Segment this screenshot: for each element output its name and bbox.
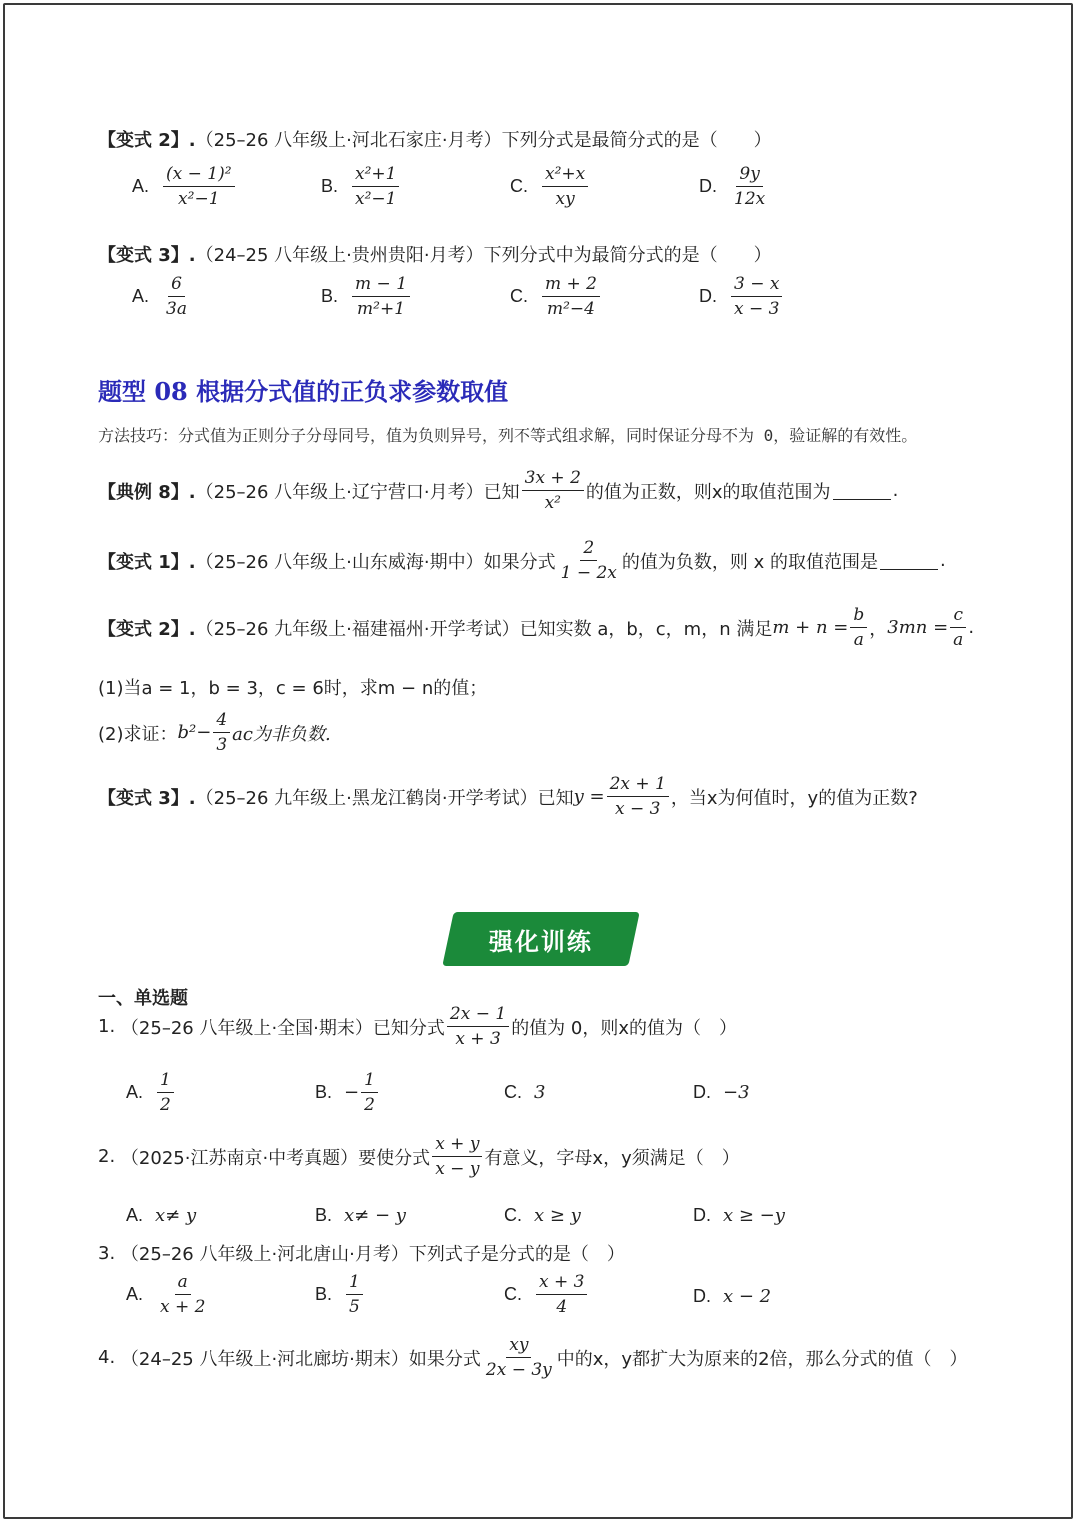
q2-option-a[interactable]: A. x≠ y bbox=[126, 1205, 197, 1226]
q1-option-c[interactable]: C. 3 bbox=[504, 1082, 546, 1103]
example8-label: 【典例 8】. bbox=[98, 481, 196, 503]
section-title: 题型 08 根据分式值的正负求参数取值 bbox=[98, 377, 509, 406]
q2-option-b[interactable]: B. x≠ − y bbox=[315, 1205, 406, 1226]
variant2-source: （25–26 八年级上·河北石家庄·月考）下列分式是最简分式的是（ ） bbox=[195, 130, 772, 151]
variant2-question bbox=[98, 126, 772, 152]
question-4: 4. （24–25 八年级上·河北廊坊·期末）如果分式 $\frac{xy}{2x - 3y}$ 中的x，y都扩大为原来的2倍，那么分式的值（ ） bbox=[98, 1335, 968, 1380]
q3-option-c[interactable]: C. $\frac{x + 3}{4}$ bbox=[504, 1272, 589, 1317]
variant3-label: 【变式 3】. bbox=[98, 245, 196, 266]
q3-option-d[interactable]: D. x − 2 bbox=[693, 1286, 772, 1307]
q1-option-b[interactable]: B. − $\frac{1}{2}$ bbox=[315, 1070, 380, 1115]
variant2-option-a: A. $\frac{\text{(x − 1)²}}{\text{x²−1}}$ bbox=[132, 164, 237, 209]
method-tip: 方法技巧：分式值为正则分子分母同号，值为负则异号，列不等式组求解，同时保证分母不为 0，验证解的有效性。 bbox=[98, 426, 918, 445]
question-1: 1. （25–26 八年级上·全国·期末）已知分式 $\frac{2x - 1}{x + 3}$ 的值为 0，则x的值为（ ） bbox=[98, 1004, 738, 1049]
q3-option-a[interactable]: A. $\frac{a}{x + 2}$ bbox=[126, 1272, 206, 1317]
training-banner: 强化训练 bbox=[442, 912, 639, 966]
variant3-option-d: D. $\frac{3 - x}{x - 3}$ bbox=[699, 274, 784, 319]
b-variant1-question: 【变式 1】. （25–26 八年级上·山东威海·期中）如果分式 $\frac{2}{1 - 2x}$ 的值为负数，则 x 的取值范围是 . bbox=[98, 538, 946, 583]
b-variant3-label: 【变式 3】. bbox=[98, 787, 196, 809]
q1-option-a[interactable]: A. $\frac{1}{2}$ bbox=[126, 1070, 176, 1115]
b-variant2-part2: (2)求证： b²− $\frac{4}{3}$ ac为非负数. bbox=[98, 710, 331, 755]
variant3-question bbox=[98, 241, 772, 267]
variant3-option-b: B. $\frac{m - 1}{\text{m²+1}}$ bbox=[321, 274, 412, 319]
b-variant2-label: 【变式 2】. bbox=[98, 618, 196, 640]
b-variant2-part1: (1)当a = 1，b = 3，c = 6时，求m − n的值； bbox=[98, 678, 488, 699]
variant2-option-c: C. $\frac{\text{x²+x}}{xy}$ bbox=[510, 164, 590, 209]
b-variant1-label: 【变式 1】. bbox=[98, 551, 196, 573]
q1-option-d[interactable]: D. −3 bbox=[693, 1082, 750, 1103]
q2-option-d[interactable]: D. x ≥ −y bbox=[693, 1205, 785, 1226]
q2-option-c[interactable]: C. x ≥ y bbox=[504, 1205, 581, 1226]
question-3: 3. （25–26 八年级上·河北唐山·月考）下列式子是分式的是（ ） bbox=[98, 1242, 625, 1265]
answer-blank[interactable] bbox=[833, 481, 891, 500]
variant3-option-c: C. $\frac{m + 2}{\text{m²−4}}$ bbox=[510, 274, 602, 319]
answer-blank[interactable] bbox=[880, 551, 938, 570]
example8-question: 【典例 8】. （25–26 八年级上·辽宁营口·月考）已知 $\frac{3x + 2}{\text{x²}}$ 的值为正数，则x的取值范围为 . bbox=[98, 468, 899, 513]
variant2-label: 【变式 2】. bbox=[98, 130, 196, 151]
example8-fraction: $\frac{3x + 2}{\text{x²}}$ bbox=[522, 468, 584, 513]
variant3-option-a: A. $\frac{6}{3a}$ bbox=[132, 274, 187, 319]
question-2: 2. （2025·江苏南京·中考真题）要使分式 $\frac{x + y}{x - y}$ 有意义，字母x，y须满足（ ） bbox=[98, 1134, 740, 1179]
variant3-source: （24–25 八年级上·贵州贵阳·月考）下列分式中为最简分式的是（ ） bbox=[195, 245, 772, 266]
variant2-option-b: B. $\frac{\text{x²+1}}{\text{x²−1}}$ bbox=[321, 164, 401, 209]
b-variant3-question: 【变式 3】. （25–26 九年级上·黑龙江鹤岗·开学考试）已知 y = $\frac{2x + 1}{x - 3}$ ，当x为何值时，y的值为正数? bbox=[98, 774, 918, 819]
b-variant1-fraction: $\frac{2}{1 - 2x}$ bbox=[560, 538, 617, 583]
q3-option-b[interactable]: B. $\frac{1}{5}$ bbox=[315, 1272, 365, 1317]
b-variant2-question: 【变式 2】. （25–26 九年级上·福建福州·开学考试）已知实数 a，b，c，m，n 满足 m + n = $\frac{b}{a}$ ， 3mn = $\frac{c}{a}$ . bbox=[98, 605, 975, 650]
part-heading: 一、单选题 bbox=[98, 988, 188, 1009]
variant2-option-d: D. $\frac{9y}{12x}$ bbox=[699, 164, 766, 209]
